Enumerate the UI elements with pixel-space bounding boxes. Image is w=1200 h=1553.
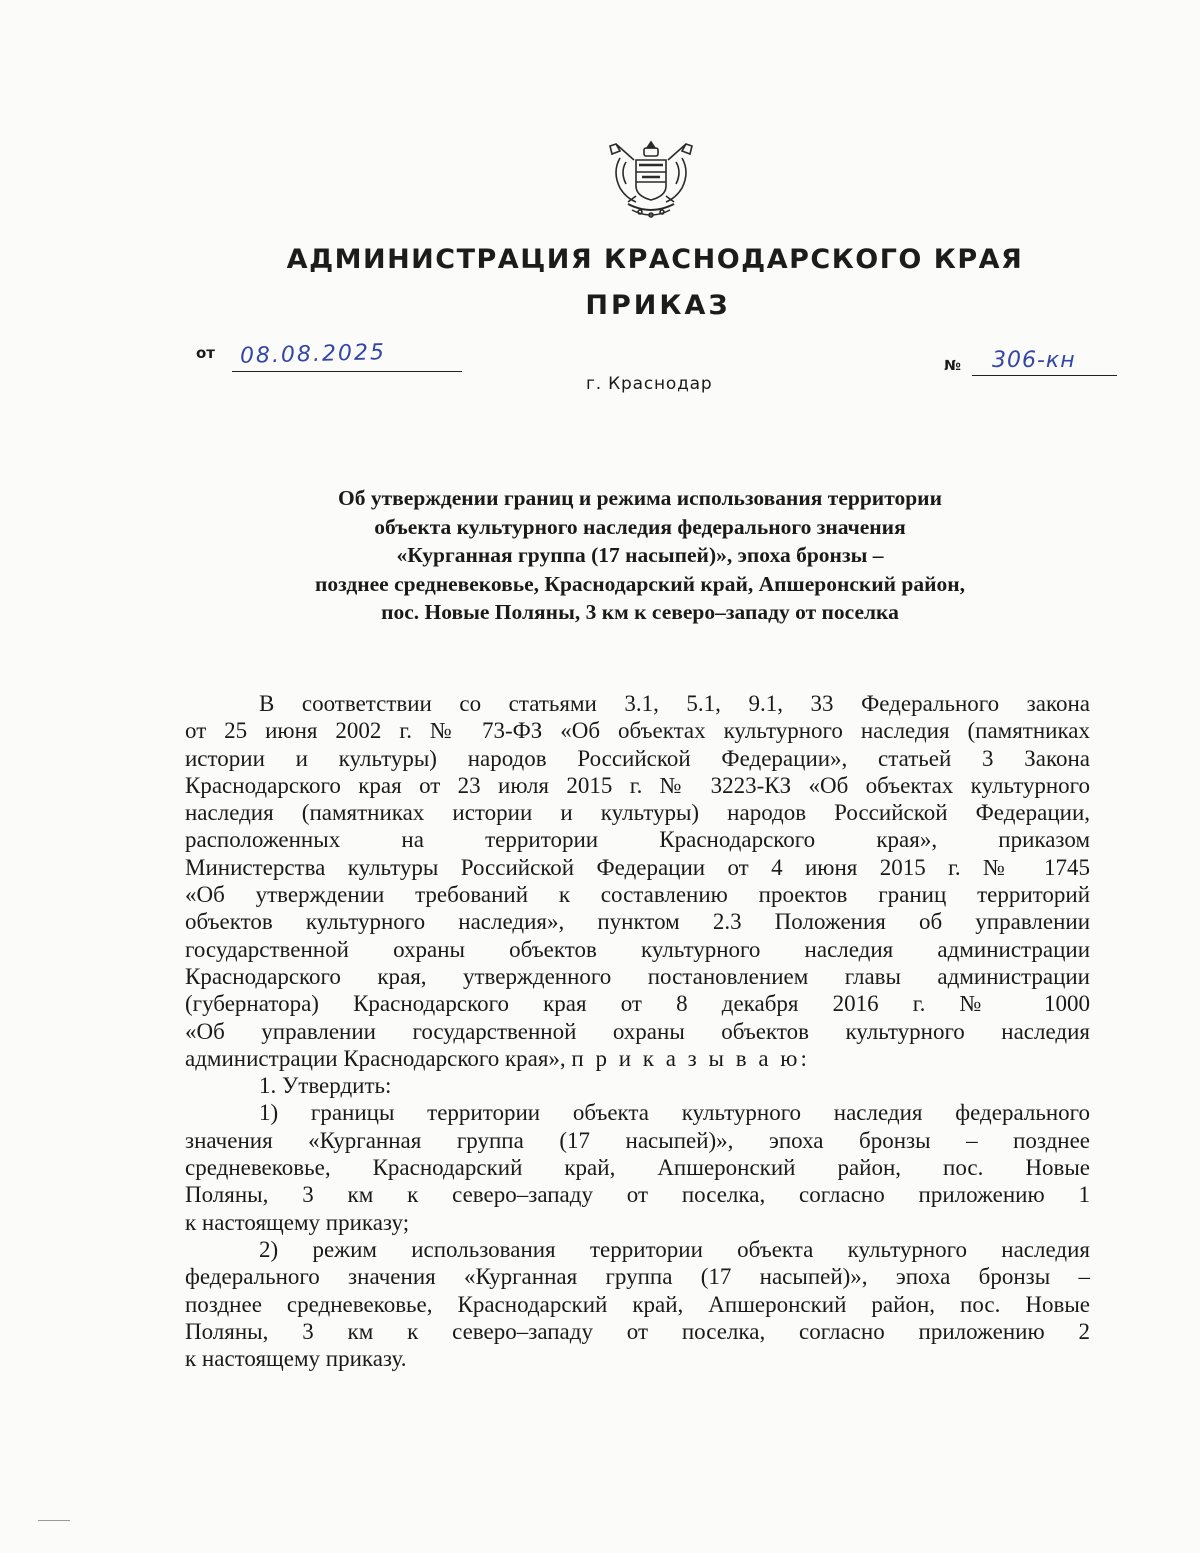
document-type-title: ПРИКАЗ <box>585 290 731 321</box>
body-line: В соответствии со статьями 3.1, 5.1, 9.1, 33 Федерального закона <box>259 691 1090 716</box>
body-line: к настоящему приказу. <box>185 1346 407 1372</box>
document-body <box>185 690 1090 1372</box>
body-line: «Об утверждении требований к составлению проектов границ территорий <box>185 882 1090 908</box>
handwritten-date: 08.08.2025 <box>239 340 387 369</box>
body-line: Краснодарского края, утвержденного постановлением главы администрации <box>185 963 1090 989</box>
body-line: государственной охраны объектов культурного наследия администрации <box>185 936 1090 962</box>
subject-line: позднее средневековье, Краснодарский край, Апшеронский район, <box>314 571 966 596</box>
body-line: (губернатора) Краснодарского края от 8 декабря 2016 г. № 1000 <box>185 991 1090 1017</box>
krasnodar-coat-of-arms-icon <box>606 138 696 224</box>
body-line: истории и культуры) народов Российской Федерации», статьей 3 Закона <box>185 745 1090 771</box>
body-line: федерального значения «Курганная группа (17 насыпей)», эпоха бронзы – <box>185 1264 1090 1290</box>
body-line: администрации Краснодарского края», <box>185 1045 572 1071</box>
body-line: наследия (памятниках истории и культуры) народов Российской Федерации, <box>185 800 1090 826</box>
organization-title: АДМИНИСТРАЦИЯ КРАСНОДАРСКОГО КРАЯ <box>286 244 1024 275</box>
body-line: расположенных на территории Краснодарского края», приказом <box>185 827 1090 853</box>
body-line-decree <box>185 1045 1090 1072</box>
body-line: Министерства культуры Российской Федерации от 4 июня 2015 г. № 1745 <box>185 854 1090 880</box>
subject-line: объекта культурного наследия федерального значения <box>374 514 906 539</box>
body-line: 1. Утвердить: <box>259 1073 392 1099</box>
body-line: «Об управлении государственной охраны объектов культурного наследия <box>185 1018 1090 1044</box>
body-line: 2) режим использования территории объекта культурного наследия <box>259 1236 1090 1262</box>
city-label: г. Краснодар <box>586 374 713 394</box>
subject-line: Об утверждении границ и режима использования территории <box>338 486 942 510</box>
body-line: 1) границы территории объекта культурного наследия федерального <box>259 1100 1090 1126</box>
number-underline <box>972 375 1117 376</box>
number-prefix: № <box>944 358 961 374</box>
body-line: от 25 июня 2002 г. № 73-ФЗ «Об объектах культурного наследия (памятниках <box>185 718 1090 744</box>
date-underline <box>232 371 462 372</box>
body-line: Поляны, 3 км к северо–западу от поселка, согласно приложению 1 <box>185 1182 1090 1208</box>
subject-line: пос. Новые Поляны, 3 км к северо–западу от поселка <box>381 600 899 624</box>
body-line: Поляны, 3 км к северо–западу от поселка, согласно приложению 2 <box>185 1318 1090 1344</box>
body-line: Краснодарского края от 23 июля 2015 г. № 3223-КЗ «Об объектах культурного <box>185 772 1090 798</box>
date-prefix: от <box>196 344 215 362</box>
scan-artifact-line <box>38 1520 70 1521</box>
body-line: объектов культурного наследия», пунктом 2.3 Положения об управлении <box>185 909 1090 935</box>
handwritten-number: 306-кн <box>992 348 1076 373</box>
subject-line: «Курганная группа (17 насыпей)», эпоха бронзы – <box>396 543 884 567</box>
body-line: значения «Курганная группа (17 насыпей)», эпоха бронзы – позднее <box>185 1127 1090 1153</box>
body-line: позднее средневековье, Краснодарский край, Апшеронский район, пос. Новые <box>185 1291 1090 1317</box>
body-line: средневековье, Краснодарский край, Апшеронский район, пос. Новые <box>185 1155 1090 1181</box>
document-subject <box>190 484 1090 627</box>
body-line: к настоящему приказу; <box>185 1209 410 1235</box>
decree-word: п р и к а з ы в а ю: <box>571 1045 810 1071</box>
